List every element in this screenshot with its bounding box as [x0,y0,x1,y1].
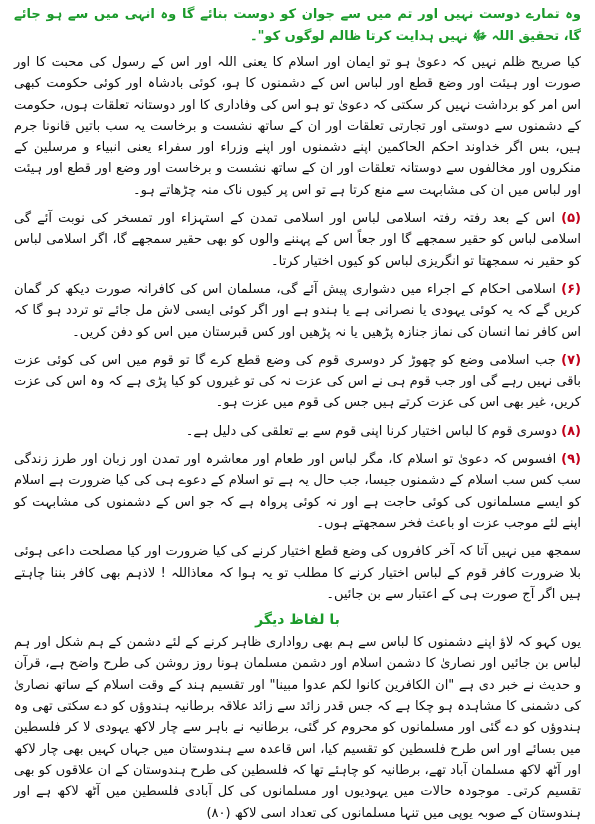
paragraph-text: جب اسلامی وضع کو چھوڑ کر دوسری قوم کی وضع قطع کرے گا تو قوم میں اس کی کوئی عزت باقی نہیں رہے گی اور جب قوم ہی نے اس کی عزت نہ کی تو غیروں کو کیا پڑی ہے کہ وہ اس کی عزت کریں، غیر بھی اس کی عزت کرتے ہیں جس کی قوم میں عزت ہو۔ [14,352,581,411]
quranic-quote: وہ تمارے دوست نہیں اور تم میں سے جوان کو دوست بنائے گا وہ انہی میں سے ہو جائے گا، تحقیق اللہ ﷻ نہیں ہدایت کرتا ظالم لوگوں کو"۔ [14,7,581,44]
paragraph-text: کیا صریح ظلم نہیں کہ دعویٰ ہو تو ایمان اور اسلام کا یعنی اللہ اور اس کے رسول کی محبت کا اور صورت اور ہیئت اور وضع قطع اور لباس اس کے دشمنوں کا ہو، کوئی بادشاہ اور کوئی حکومت کبھی اس امر کو برداشت نہیں کر سکتی کہ دعویٰ تو ہو اس کی وفاداری کا اور دوستانہ تعلقات ہوں، حکومت کے دشمنوں سے دوستی اور تجارتی تعلقات اور ان کے ساتھ نشست و برخاست یہ سب باتیں قانونا جرم ہیں، بس اگر خداوند احکم الحاکمین اپنے دشمنوں اور اپنے وزراء اور سفراء یعنی انبیاء و مرسلین کے منکروں اور مخالفوں سے دوستانہ تعلقات اور ان کے ساتھ نشست و برخاست اور وضع اور قطع اور ہیئت اور لباس میں ان کی مشابہت سے منع کرتا ہے تو اس پر کیوں ناک منہ چڑھاتے ہو۔ [14,55,581,198]
paragraph [14,208,581,272]
paragraph-number: (۶) [561,281,581,297]
section-heading: با لفاظ دیگر [255,612,340,629]
paragraph-text: دوسری قوم کا لباس اختیار کرنا اپنی قوم سے بے تعلقی کی دلیل ہے۔ [185,423,558,439]
paragraph-text: افسوس کہ دعویٰ تو اسلام کا، مگر لباس اور طعام اور معاشرہ اور تمدن اور زبان اور طرز زندگی سب کس سب اسلام کے دشمنوں جیسا، جب حال یہ ہے تو اسلام کے دعوے ہی کی کیا ضرورت ہے اسلام کو ایسے مسلمانوں کی کوئی حاجت ہے اور نہ کوئی پرواہ ہے کہ جو اس کے دشمنوں کی مشابہت کو اپنے لئے موجب عزت او باعث فخر سمجھتے ہوں۔ [14,452,581,531]
paragraph-text: اس کے بعد رفتہ رفتہ اسلامی لباس اور اسلامی تمدن کے استہزاء اور تمسخر کی نوبت آئے گی اسلامی لباس کو حقیر سمجھے گا اور جعاً اس کے پہننے والوں کو بھی حقیر سمجھے گا، اگر اسلامی لباس کو حقیر نہ سمجھتا تو انگریزی لباس کو کیوں اختیار کرتا۔ [14,211,581,269]
paragraph [14,541,581,605]
paragraph [14,449,581,534]
paragraph [14,421,581,442]
paragraph [14,279,581,343]
paragraph-number: (۵) [561,211,581,227]
closing-paragraph: یوں کہو کہ لاؤ اپنے دشمنوں کا لباس سے ہم بھی رواداری ظاہر کرنے کے لئے دشمن کے ہم شکل اور ہم لباس بن جائیں اور نصاریٰ کا دشمن اسلام اور دشمن مسلمان ہونا روز روشن کی طرح واضح ہے، قرآن و حدیث نے خبر دی ہے "ان الکافرین کانوا لکم عدوا مبینا" اور تقسیم ہند کے وقت اسلام کے ساتھ نصاریٰ کی دشمنی کا مشاہدہ ہو چکا ہے کہ جس قدر زائد سے زائد علاقہ برطانیہ ہندوؤں کو دے سکتی تھی وہ ہندوؤں کو دے گئی اور مسلمانوں کو محروم کر گئی، برطانیہ نے باہر سے چار لاکھ یہودی لا کر فلسطین میں بسائے اور اس طرح فلسطین کو تقسیم کیا، اس قاعدہ سے ہندوستان میں جہاں کہیں بھی چار لاکھ اور آٹھ لاکھ مسلمان آباد تھے، برطانیہ کو چاہئے تھا کہ فلسطین کی طرح ہندوستان کے ان علاقوں کو بھی تقسیم کرتی۔ موجودہ حالات میں یہودیوں اور مسلمانوں کی کل آبادی فلسطین میں آٹھ لاکھ ہے اور ہندوستان کے صوبہ یوپی میں تنہا مسلمانوں کی تعداد اسی لاکھ (۸۰) [14,635,581,821]
paragraph-text: سمجھ میں نہیں آتا کہ آخر کافروں کی وضع قطع اختیار کرنے کی کیا ضرورت اور کیا مصلحت داعی ہوئی بلا ضرورت کافر قوم کے لباس اختیار کرنے کا مطلب تو یہ ہوا کہ معاذاللہ ! لاذہم بھی کافر بننا چاہتے ہیں اگر آج صورت ہی کے اعتبار سے بن جائیں۔ [14,544,581,602]
paragraph [14,350,581,414]
paragraph-list [14,52,581,605]
paragraph-number: (۹) [561,452,581,468]
paragraph [14,52,581,201]
paragraph-number: (۷) [561,352,582,368]
paragraph-text: اسلامی احکام کے اجراء میں دشواری پیش آئے گی، مسلمان اس کی کافرانہ صورت دیکھ کر گمان کریں گے کہ یہ کوئی یہودی یا نصرانی ہے یا ہندو ہے اور اگر کوئی ایسی لاش مل جائے تو تردد ہو گا کہ اس کافر نما انسان کی نماز جنازہ پڑھیں یا نہ پڑھیں اور کس قبرستان میں اس کو دفن کریں۔ [14,281,581,340]
paragraph-number: (۸) [561,423,581,439]
